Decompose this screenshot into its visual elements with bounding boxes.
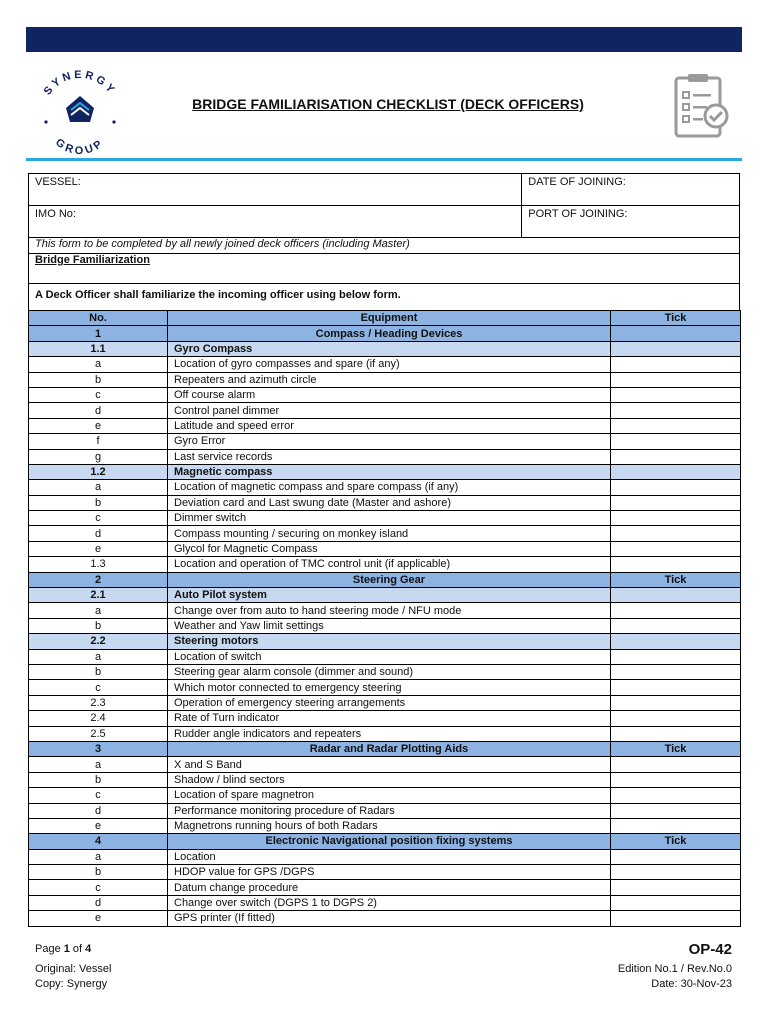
table-row: [29, 403, 741, 418]
row-number: b: [29, 372, 168, 387]
tick-cell[interactable]: [611, 464, 741, 479]
tick-cell[interactable]: [611, 541, 741, 556]
row-equipment: Operation of emergency steering arrangements: [168, 695, 611, 710]
row-equipment: Glycol for Magnetic Compass: [168, 541, 611, 556]
row-number: a: [29, 357, 168, 372]
imo-field[interactable]: [29, 206, 522, 238]
row-number: a: [29, 603, 168, 618]
svg-text:GROUP: GROUP: [53, 136, 107, 158]
header-no: No.: [29, 311, 168, 326]
tick-cell[interactable]: [611, 557, 741, 572]
header-tick: Tick: [611, 311, 741, 326]
section-title-cell: [29, 254, 740, 284]
row-number: d: [29, 526, 168, 541]
table-row: [29, 772, 741, 787]
row-number: d: [29, 895, 168, 910]
row-equipment: Repeaters and azimuth circle: [168, 372, 611, 387]
table-row: [29, 541, 741, 556]
table-row: [29, 818, 741, 833]
clipboard-check-icon: [672, 72, 732, 140]
row-number: 2.4: [29, 711, 168, 726]
tick-cell[interactable]: [611, 387, 741, 402]
row-number: a: [29, 849, 168, 864]
table-row: [29, 649, 741, 664]
row-tick-label: Tick: [611, 572, 741, 587]
table-row: [29, 849, 741, 864]
table-row: [29, 387, 741, 402]
tick-cell[interactable]: [611, 664, 741, 679]
row-equipment: Latitude and speed error: [168, 418, 611, 433]
row-equipment: Weather and Yaw limit settings: [168, 618, 611, 633]
tick-cell[interactable]: [611, 326, 741, 341]
table-row: [29, 865, 741, 880]
tick-cell[interactable]: [611, 341, 741, 356]
familiarize-note: A Deck Officer shall familiarize the incoming officer using below form.: [29, 284, 740, 318]
row-equipment: Rudder angle indicators and repeaters: [168, 726, 611, 741]
row-equipment: Auto Pilot system: [168, 588, 611, 603]
subsection-row: [29, 341, 741, 356]
section-row: [29, 326, 741, 341]
tick-cell[interactable]: [611, 711, 741, 726]
subsection-row: [29, 588, 741, 603]
row-equipment: Rate of Turn indicator: [168, 711, 611, 726]
row-equipment: Gyro Error: [168, 434, 611, 449]
date-note: Date: 30-Nov-23: [651, 978, 732, 990]
row-equipment: Compass mounting / securing on monkey island: [168, 526, 611, 541]
table-row: [29, 757, 741, 772]
table-row: [29, 449, 741, 464]
tick-cell[interactable]: [611, 788, 741, 803]
tick-cell[interactable]: [611, 511, 741, 526]
section-row: [29, 572, 741, 587]
row-equipment: X and S Band: [168, 757, 611, 772]
row-number: c: [29, 880, 168, 895]
row-number: e: [29, 911, 168, 926]
row-equipment: Change over from auto to hand steering mode / NFU mode: [168, 603, 611, 618]
tick-cell[interactable]: [611, 588, 741, 603]
row-equipment: Radar and Radar Plotting Aids: [168, 741, 611, 756]
table-row: [29, 711, 741, 726]
row-equipment: Last service records: [168, 449, 611, 464]
row-number: 2: [29, 572, 168, 587]
row-equipment: Performance monitoring procedure of Radars: [168, 803, 611, 818]
document-title: BRIDGE FAMILIARISATION CHECKLIST (DECK OFFICERS): [192, 96, 584, 112]
table-row: [29, 495, 741, 510]
table-row: [29, 557, 741, 572]
row-number: 3: [29, 741, 168, 756]
row-equipment: Shadow / blind sectors: [168, 772, 611, 787]
date-of-joining-label: DATE OF JOINING:: [528, 176, 626, 188]
row-equipment: HDOP value for GPS /DGPS: [168, 865, 611, 880]
row-number: b: [29, 618, 168, 633]
table-row: [29, 880, 741, 895]
row-equipment: Which motor connected to emergency steering: [168, 680, 611, 695]
row-equipment: Compass / Heading Devices: [168, 326, 611, 341]
port-of-joining-label: PORT OF JOINING:: [528, 208, 628, 220]
table-row: [29, 895, 741, 910]
row-number: f: [29, 434, 168, 449]
vessel-field[interactable]: [29, 174, 522, 206]
tick-cell[interactable]: [611, 803, 741, 818]
edition-note: Edition No.1 / Rev.No.0: [617, 963, 732, 975]
tick-cell[interactable]: [611, 449, 741, 464]
row-number: 2.2: [29, 634, 168, 649]
row-equipment: Off course alarm: [168, 387, 611, 402]
tick-cell[interactable]: [611, 772, 741, 787]
page-number: Page 1 of 4: [35, 943, 92, 955]
table-row: [29, 603, 741, 618]
row-equipment: Location: [168, 849, 611, 864]
synergy-group-logo: [32, 62, 128, 158]
row-number: b: [29, 772, 168, 787]
section-row: [29, 741, 741, 756]
tick-cell[interactable]: [611, 480, 741, 495]
imo-label: IMO No:: [35, 208, 76, 220]
tick-cell[interactable]: [611, 865, 741, 880]
table-row: [29, 511, 741, 526]
row-number: 4: [29, 834, 168, 849]
row-tick-label: Tick: [611, 834, 741, 849]
table-row: [29, 664, 741, 679]
row-number: e: [29, 818, 168, 833]
row-number: g: [29, 449, 168, 464]
tick-cell[interactable]: [611, 357, 741, 372]
row-number: d: [29, 803, 168, 818]
tick-cell[interactable]: [611, 849, 741, 864]
row-equipment: Change over switch (DGPS 1 to DGPS 2): [168, 895, 611, 910]
top-banner-bar: [26, 27, 742, 52]
table-row: [29, 695, 741, 710]
tick-cell[interactable]: [611, 403, 741, 418]
row-tick-label: Tick: [611, 741, 741, 756]
row-number: a: [29, 480, 168, 495]
row-equipment: Location of switch: [168, 649, 611, 664]
section-row: [29, 834, 741, 849]
table-row: [29, 526, 741, 541]
instruction-text: This form to be completed by all newly joined deck officers (including Master): [29, 238, 740, 254]
row-equipment: Steering gear alarm console (dimmer and sound): [168, 664, 611, 679]
row-equipment: Location of magnetic compass and spare compass (if any): [168, 480, 611, 495]
row-equipment: Location of spare magnetron: [168, 788, 611, 803]
row-number: b: [29, 664, 168, 679]
tick-cell[interactable]: [611, 649, 741, 664]
row-number: a: [29, 649, 168, 664]
vessel-info-table: [28, 173, 740, 318]
row-equipment: Magnetic compass: [168, 464, 611, 479]
tick-cell[interactable]: [611, 911, 741, 926]
row-equipment: Magnetrons running hours of both Radars: [168, 818, 611, 833]
table-row: [29, 618, 741, 633]
tick-cell[interactable]: [611, 695, 741, 710]
tick-cell[interactable]: [611, 680, 741, 695]
row-number: d: [29, 403, 168, 418]
table-row: [29, 680, 741, 695]
tick-cell[interactable]: [611, 526, 741, 541]
table-row: [29, 788, 741, 803]
row-number: a: [29, 757, 168, 772]
row-equipment: Steering motors: [168, 634, 611, 649]
table-row: [29, 726, 741, 741]
svg-text:SYNERGY: SYNERGY: [41, 68, 119, 98]
tick-cell[interactable]: [611, 418, 741, 433]
row-equipment: Location of gyro compasses and spare (if any): [168, 357, 611, 372]
tick-cell[interactable]: [611, 880, 741, 895]
row-number: b: [29, 495, 168, 510]
row-number: 1: [29, 326, 168, 341]
tick-cell[interactable]: [611, 495, 741, 510]
row-equipment: Deviation card and Last swung date (Master and ashore): [168, 495, 611, 510]
tick-cell[interactable]: [611, 818, 741, 833]
row-number: 1.2: [29, 464, 168, 479]
row-equipment: GPS printer (If fitted): [168, 911, 611, 926]
row-number: e: [29, 418, 168, 433]
table-header-row: [29, 311, 741, 326]
original-note: Original: Vessel: [35, 963, 112, 975]
row-equipment: Location and operation of TMC control unit (if applicable): [168, 557, 611, 572]
table-row: [29, 418, 741, 433]
row-number: c: [29, 788, 168, 803]
header-divider: [26, 158, 742, 161]
tick-cell[interactable]: [611, 895, 741, 910]
tick-cell[interactable]: [611, 434, 741, 449]
row-equipment: Electronic Navigational position fixing systems: [168, 834, 611, 849]
tick-cell[interactable]: [611, 757, 741, 772]
row-number: c: [29, 680, 168, 695]
table-row: [29, 372, 741, 387]
vessel-label: VESSEL:: [35, 176, 81, 188]
row-number: c: [29, 387, 168, 402]
document-code: OP-42: [688, 941, 732, 958]
tick-cell[interactable]: [611, 603, 741, 618]
table-row: [29, 434, 741, 449]
tick-cell[interactable]: [611, 726, 741, 741]
tick-cell[interactable]: [611, 618, 741, 633]
row-equipment: Dimmer switch: [168, 511, 611, 526]
header-equipment: Equipment: [168, 311, 611, 326]
subsection-row: [29, 634, 741, 649]
row-number: c: [29, 511, 168, 526]
row-equipment: Steering Gear: [168, 572, 611, 587]
table-row: [29, 357, 741, 372]
subsection-row: [29, 464, 741, 479]
row-equipment: Gyro Compass: [168, 341, 611, 356]
row-number: 2.3: [29, 695, 168, 710]
date-of-joining-field[interactable]: [522, 174, 740, 206]
row-number: 1.1: [29, 341, 168, 356]
row-number: 1.3: [29, 557, 168, 572]
row-number: e: [29, 541, 168, 556]
table-row: [29, 803, 741, 818]
section-title: Bridge Familiarization: [35, 254, 150, 266]
copy-note: Copy: Synergy: [35, 978, 108, 990]
row-equipment: Datum change procedure: [168, 880, 611, 895]
tick-cell[interactable]: [611, 372, 741, 387]
row-equipment: Control panel dimmer: [168, 403, 611, 418]
equipment-checklist-table: [28, 310, 741, 927]
port-of-joining-field[interactable]: [522, 206, 740, 238]
table-row: [29, 911, 741, 926]
tick-cell[interactable]: [611, 634, 741, 649]
table-row: [29, 480, 741, 495]
row-number: b: [29, 865, 168, 880]
row-number: 2.1: [29, 588, 168, 603]
row-number: 2.5: [29, 726, 168, 741]
